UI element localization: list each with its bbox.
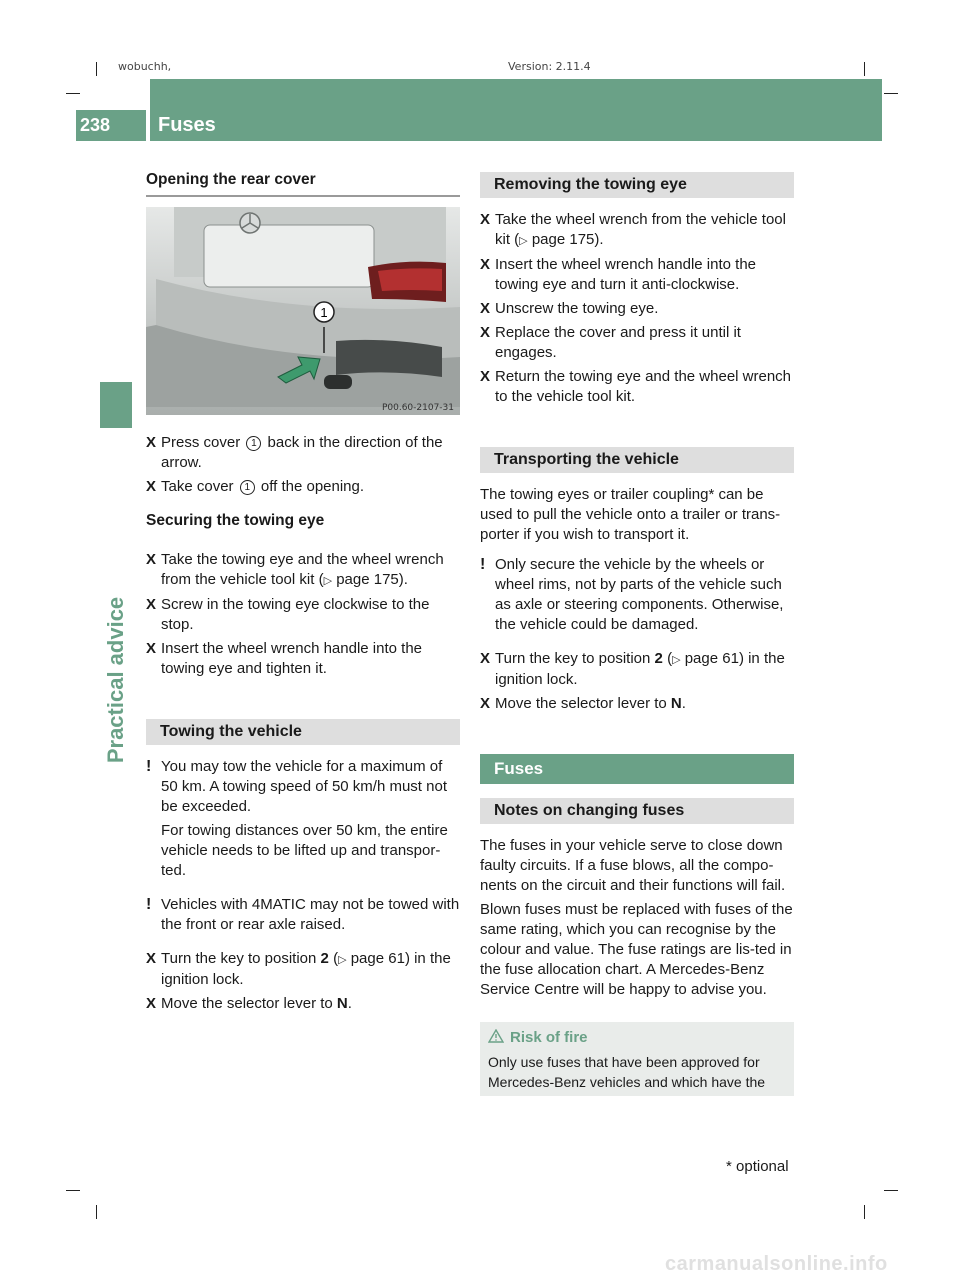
step-marker: X <box>146 596 157 613</box>
step-item <box>146 949 460 990</box>
side-label <box>100 595 132 765</box>
step-text: Take cover <box>161 478 234 495</box>
crop-mark <box>96 1205 97 1219</box>
warning-icon: ! <box>146 896 152 913</box>
crop-mark <box>66 93 80 94</box>
removing-heading: Removing the towing eye <box>480 172 794 198</box>
step-text: Turn the key to position <box>495 650 651 667</box>
step-marker: X <box>146 434 157 451</box>
step-text: ) in the ignition lock. <box>495 650 785 688</box>
rear-bumper-figure <box>146 207 460 415</box>
step-text: Move the selector lever to <box>161 995 333 1012</box>
step-marker: X <box>480 695 491 712</box>
warning-icon: ! <box>480 556 486 573</box>
step-item <box>480 210 794 251</box>
step-item <box>480 323 794 363</box>
page-ref-icon: ▷ <box>519 235 528 247</box>
notice-text: For towing distances over 50 km, the entire vehicle needs to be lifted up and transpor-ted. <box>161 822 448 879</box>
warning-title-text: Risk of fire <box>510 1029 588 1046</box>
page-ref-icon: ▷ <box>338 954 347 966</box>
crop-mark <box>66 1190 80 1191</box>
crop-mark <box>864 1205 865 1219</box>
step-marker: X <box>480 211 491 228</box>
transporting-intro: The towing eyes or trailer coupling* can be used to pull the vehicle onto a trailer or trans-porter if you wish to transport it. <box>480 486 781 543</box>
chapter-title: Fuses <box>158 114 216 136</box>
page-ref-icon: ▷ <box>323 575 333 587</box>
crop-mark <box>96 62 97 76</box>
fire-warning-box <box>480 1022 794 1096</box>
print-meta-right: Version: 2.11.4 <box>508 60 591 73</box>
gear-position: N <box>336 995 348 1012</box>
step-text: ). <box>398 571 408 588</box>
step-text: ( <box>333 950 339 967</box>
step-item <box>480 255 794 295</box>
warning-triangle-icon <box>488 1029 504 1043</box>
side-tab <box>100 382 132 428</box>
print-meta-left: wobuchh, <box>118 60 172 73</box>
notice-item <box>146 895 460 935</box>
step-marker: X <box>480 324 491 341</box>
step-text: Take the wheel wrench from the vehicle tool kit ( <box>495 211 786 248</box>
optional-footnote: * optional <box>726 1158 789 1175</box>
gear-position: N <box>670 695 682 712</box>
fuses-paragraph: Blown fuses must be replaced with fuses of the same rating, which you can recognise by the colour and value. The fuse ratings are lis-ted in the fuse allocation chart. A Mercedes-Benz Service Centre will be happy to advise you. <box>480 901 793 998</box>
callout-number: 1 <box>240 480 255 495</box>
step-text: . <box>347 995 352 1012</box>
header-bar <box>150 79 882 141</box>
notice-item <box>480 555 794 635</box>
key-position: 2 <box>320 950 329 967</box>
step-item <box>480 694 794 714</box>
transporting-heading: Transporting the vehicle <box>480 447 794 473</box>
step-text: Return the towing eye and the wheel wrench to the vehicle tool kit. <box>495 368 792 405</box>
fuses-paragraph: The fuses in your vehicle serve to close down faulty circuits. If a fuse blows, all the compo-nents on the circuit and their functions will fail. <box>480 837 786 894</box>
step-text: Unscrew the towing eye. <box>495 300 659 317</box>
step-item <box>146 433 460 473</box>
page-ref-link[interactable]: page 175 <box>336 571 399 588</box>
warning-text: Only use fuses that have been approved for Mercedes-Benz vehicles and which have the <box>488 1054 766 1090</box>
notice-text: Vehicles with 4MATIC may not be towed with the front or rear axle raised. <box>161 896 460 933</box>
step-item <box>480 367 794 407</box>
notice-text: You may tow the vehicle for a maximum of 50 km. A towing speed of 50 km/h must not be exceeded. <box>161 758 447 815</box>
key-position: 2 <box>654 650 663 667</box>
step-text: ). <box>594 231 604 248</box>
page-number: 238 <box>76 110 146 141</box>
notice-text: Only secure the vehicle by the wheels or wheel rims, not by parts of the vehicle such as axle or steering components. Otherwise, the vehicle could be damaged. <box>495 556 784 633</box>
step-text: ) in the ignition lock. <box>161 950 451 988</box>
warning-icon: ! <box>146 758 152 775</box>
step-marker: X <box>146 478 157 495</box>
step-text: Turn the key to position <box>161 950 317 967</box>
notice-item <box>146 757 460 881</box>
page-ref-link[interactable]: page 61 <box>684 650 739 667</box>
step-item <box>146 994 460 1014</box>
step-text: back in the direction of the arrow. <box>161 434 443 471</box>
step-text: Screw in the towing eye clockwise to the stop. <box>161 596 430 633</box>
step-marker: X <box>146 950 157 967</box>
step-text: Take the towing eye and the wheel wrench from the vehicle tool kit ( <box>161 551 444 588</box>
page-ref-icon: ▷ <box>672 654 681 666</box>
step-text: Replace the cover and press it until it engages. <box>495 324 741 361</box>
step-item <box>480 649 794 690</box>
step-item <box>146 639 460 679</box>
step-text: Press cover <box>161 434 241 451</box>
left-column <box>146 170 460 1018</box>
step-marker: X <box>146 551 157 568</box>
crop-mark <box>884 1190 898 1191</box>
step-marker: X <box>480 650 491 667</box>
fuses-heading: Notes on changing fuses <box>480 798 794 824</box>
step-text: Move the selector lever to <box>495 695 667 712</box>
page-ref-link[interactable]: page 61 <box>350 950 405 967</box>
step-item <box>146 595 460 635</box>
step-marker: X <box>480 368 491 385</box>
step-text: Insert the wheel wrench handle into the towing eye and tighten it. <box>161 640 422 677</box>
step-marker: X <box>480 256 491 273</box>
step-item <box>146 550 460 591</box>
step-item <box>146 477 460 497</box>
crop-mark <box>884 93 898 94</box>
step-text: off the opening. <box>260 478 365 495</box>
step-text: Insert the wheel wrench handle into the towing eye and turn it anti-clockwise. <box>495 256 756 293</box>
towing-heading: Towing the vehicle <box>146 719 460 745</box>
crop-mark <box>864 62 865 76</box>
step-item <box>480 299 794 319</box>
rear-cover-heading: Opening the rear cover <box>146 170 460 197</box>
side-label-text: Practical advice <box>103 596 128 764</box>
figure-callout: 1 <box>320 305 328 320</box>
step-marker: X <box>146 640 157 657</box>
right-column <box>480 172 794 1096</box>
page-ref-link[interactable]: page 175 <box>531 231 595 248</box>
warning-title <box>488 1028 786 1048</box>
watermark: carmanualsonline.info <box>665 1253 888 1275</box>
rear-bumper-illustration <box>146 207 460 415</box>
fuses-section-bar: Fuses <box>480 754 794 784</box>
step-marker: X <box>146 995 157 1012</box>
callout-number: 1 <box>246 436 261 451</box>
figure-code: P00.60-2107-31 <box>381 403 454 413</box>
step-text: . <box>681 695 686 712</box>
step-marker: X <box>480 300 491 317</box>
securing-heading: Securing the towing eye <box>146 512 325 529</box>
step-text: ( <box>667 650 673 667</box>
